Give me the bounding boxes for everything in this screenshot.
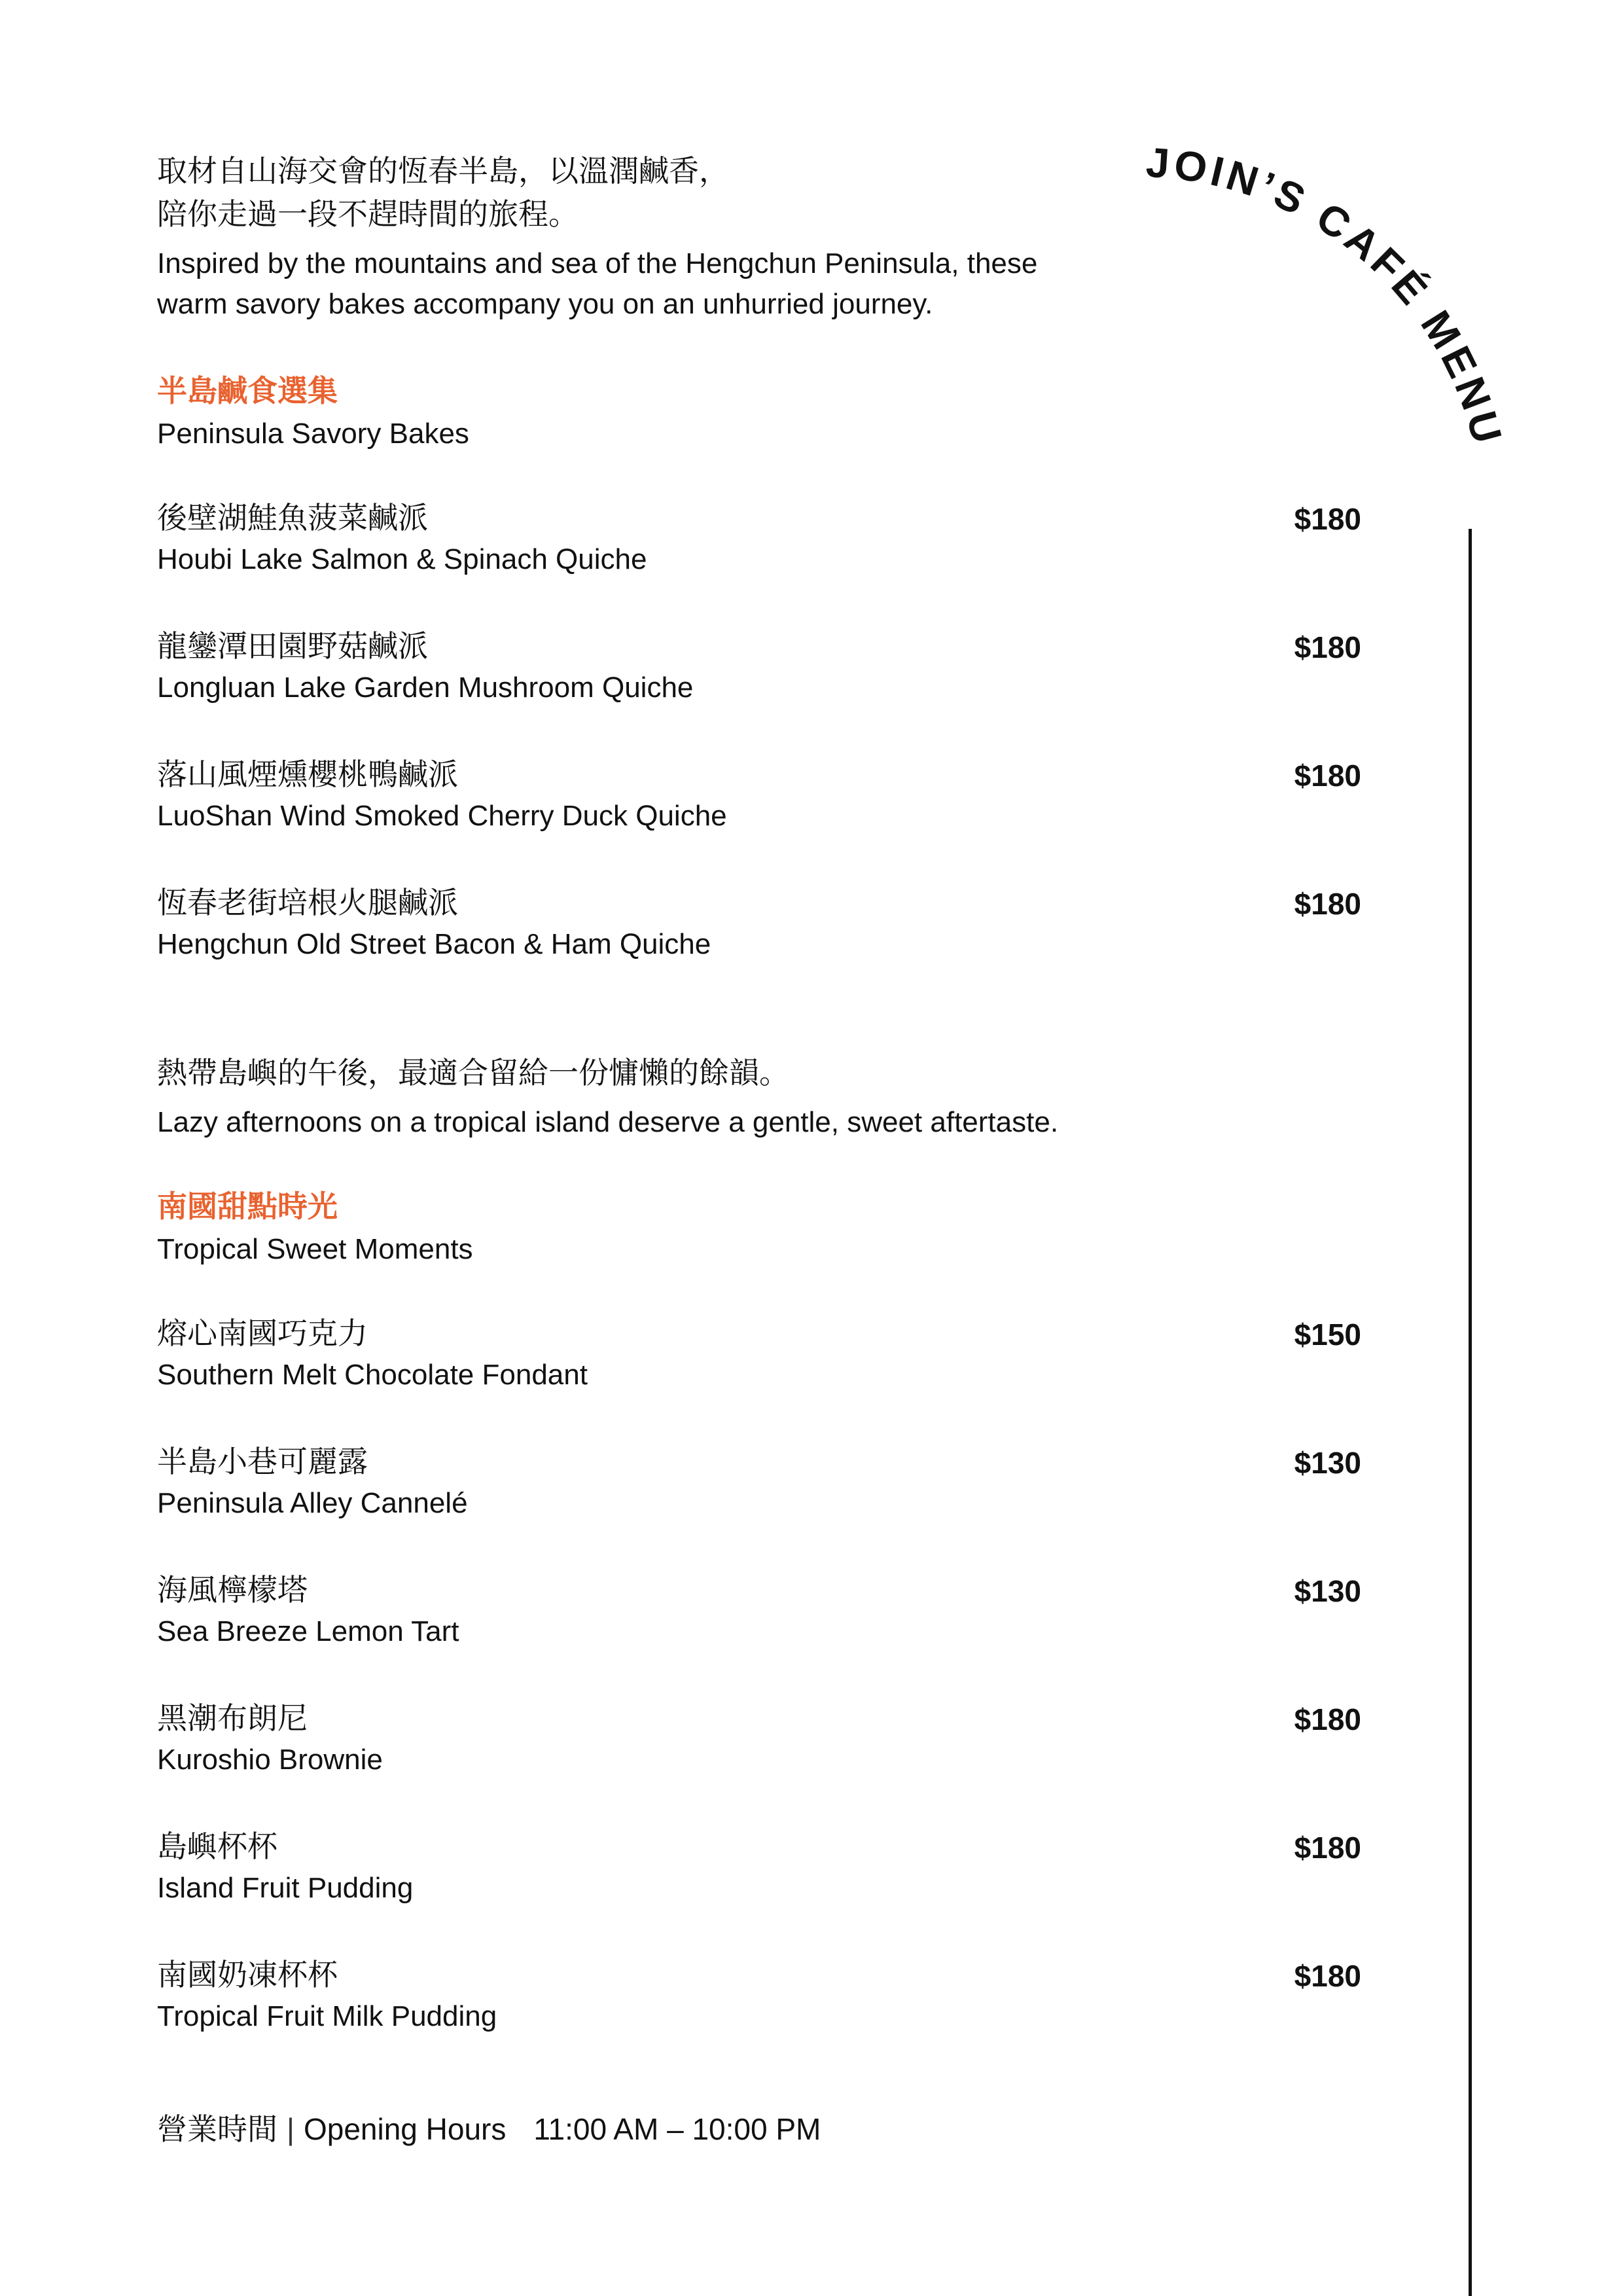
section-sweet-heading (157, 1186, 473, 1270)
section-savory-title-en: Peninsula Savory Bakes (157, 418, 469, 450)
brand-title: JOIN’S CAFÉ MENU (1144, 138, 1512, 452)
menu-item-milk-pudding (157, 1954, 1361, 2046)
menu-item-price: $130 (1294, 1446, 1361, 1480)
opening-hours-time: 11:00 AM – 10:00 PM (533, 2112, 821, 2146)
menu-item-name-en: Longluan Lake Garden Mushroom Quiche (157, 672, 694, 704)
menu-item-name-zh: 海風檸檬塔 (157, 1572, 308, 1607)
menu-item-fruit-pudding (157, 1826, 1361, 1918)
intro-sweet-en-line1: Lazy afternoons on a tropical island deserve a gentle, sweet aftertaste. (157, 1106, 1059, 1138)
menu-item-name-en: Sea Breeze Lemon Tart (157, 1615, 459, 1647)
menu-item-name-en: Hengchun Old Street Bacon & Ham Quiche (157, 928, 711, 960)
menu-item-name-en: LuoShan Wind Smoked Cherry Duck Quiche (157, 800, 727, 832)
menu-item-name-zh: 熔心南國巧克力 (157, 1316, 368, 1351)
menu-item-price: $180 (1294, 1959, 1361, 1993)
intro-savory (157, 149, 1204, 325)
menu-item-lemon-tart (157, 1570, 1361, 1661)
menu-item-name-zh: 黑潮布朗尼 (157, 1700, 308, 1736)
menu-item-price: $180 (1294, 887, 1361, 921)
menu-item-name-en: Southern Melt Chocolate Fondant (157, 1359, 588, 1391)
menu-item-name-zh: 南國奶凍杯杯 (157, 1957, 338, 1992)
menu-item-name-en: Houbi Lake Salmon & Spinach Quiche (157, 543, 647, 575)
menu-item-name-zh: 半島小巷可麗露 (157, 1444, 368, 1479)
menu-item-mushroom-quiche (157, 626, 1361, 717)
menu-item-price: $150 (1294, 1318, 1361, 1352)
menu-item-cannele (157, 1441, 1361, 1533)
menu-item-name-en: Peninsula Alley Cannelé (157, 1487, 468, 1519)
section-savory-heading (157, 370, 469, 454)
intro-savory-en-line1: Inspired by the mountains and sea of the Hengchun Peninsula, these (157, 247, 1038, 279)
menu-item-name-zh: 島嶼杯杯 (157, 1829, 277, 1864)
section-sweet-title-en: Tropical Sweet Moments (157, 1233, 473, 1265)
opening-hours-separator: | (287, 2112, 294, 2146)
menu-item-price: $180 (1294, 1702, 1361, 1736)
intro-savory-zh-line1: 取材自山海交會的恆春半島，以溫潤鹹香， (157, 153, 729, 188)
menu-item-brownie (157, 1698, 1361, 1789)
menu-item-chocolate-fondant (157, 1313, 1361, 1405)
menu-item-name-en: Tropical Fruit Milk Pudding (157, 2000, 497, 2032)
menu-item-price: $180 (1294, 1831, 1361, 1865)
intro-savory-zh-line2: 陪你走過一段不趕時間的旅程。 (157, 196, 579, 232)
menu-item-price: $180 (1294, 630, 1361, 664)
menu-item-name-zh: 龍鑾潭田園野菇鹹派 (157, 628, 428, 664)
menu-item-name-en: Kuroshio Brownie (157, 1744, 383, 1776)
opening-hours-label-zh: 營業時間 (157, 2111, 277, 2147)
menu-item-price: $180 (1294, 759, 1361, 793)
intro-sweet (157, 1051, 1204, 1143)
intro-savory-en-line2: warm savory bakes accompany you on an unhurried journey. (157, 288, 933, 320)
menu-item-price: $180 (1294, 502, 1361, 536)
opening-hours (157, 2109, 821, 2149)
vertical-divider (1469, 529, 1472, 2296)
section-sweet-title-zh: 南國甜點時光 (157, 1189, 338, 1224)
menu-item-price: $130 (1294, 1574, 1361, 1608)
menu-item-name-zh: 後壁湖鮭魚菠菜鹹派 (157, 500, 428, 535)
menu-item-bacon-quiche (157, 882, 1361, 974)
menu-item-duck-quiche (157, 754, 1361, 846)
opening-hours-label-en: Opening Hours (303, 2112, 507, 2146)
section-savory-title-zh: 半島鹹食選集 (157, 373, 338, 408)
menu-item-name-en: Island Fruit Pudding (157, 1872, 414, 1904)
menu-item-name-zh: 落山風煙燻櫻桃鴨鹹派 (157, 757, 458, 792)
menu-item-salmon-quiche (157, 497, 1361, 589)
menu-item-name-zh: 恆春老街培根火腿鹹派 (157, 885, 458, 920)
intro-sweet-zh-line1: 熱帶島嶼的午後，最適合留給一份慵懶的餘韻。 (157, 1055, 789, 1090)
